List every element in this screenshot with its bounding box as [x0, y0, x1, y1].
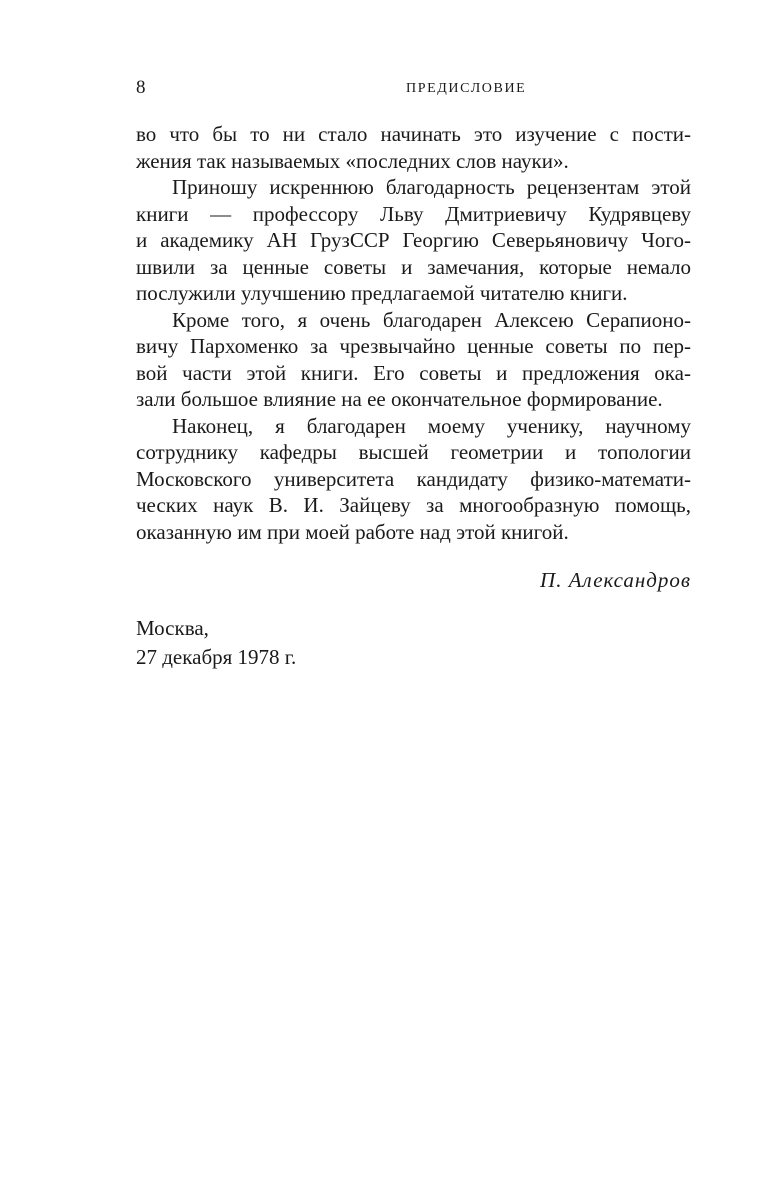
page-number: 8 — [136, 77, 146, 98]
place: Москва, — [136, 616, 209, 640]
text-line: послужили улучшению предлагаемой читателю книги. — [136, 281, 628, 305]
text-line: жения так называемых «последних слов науки». — [136, 148, 569, 173]
running-title: ПРЕДИСЛОВИЕ — [406, 81, 527, 96]
text-line: вой части этой книги. Его советы и предложения ока- — [136, 360, 691, 385]
text-line: швили за ценные советы и замечания, которые немало — [136, 254, 691, 279]
text-line: оказанную им при моей работе над этой книгой. — [136, 519, 569, 544]
text-line: во что бы то ни стало начинать это изучение с пости- — [136, 122, 691, 146]
text-line: зали большое влияние на ее окончательное формирование. — [136, 387, 663, 411]
text-line: вичу Пархоменко за чрезвычайно ценные советы по пер- — [136, 334, 691, 358]
date: 27 декабря 1978 г. — [136, 645, 297, 669]
text-line: книги — профессору Льву Дмитриевичу Кудрявцеву — [136, 201, 691, 226]
text-line: Московского университета кандидату физико-математи- — [136, 466, 691, 491]
text-line: Наконец, я благодарен моему ученику, научному — [172, 413, 691, 438]
text-line: сотруднику кафедры высшей геометрии и топологии — [136, 440, 691, 464]
text-line: Приношу искреннюю благодарность рецензентам этой — [172, 175, 691, 199]
preface-text — [136, 121, 691, 545]
place-and-date — [136, 614, 296, 672]
text-line: ческих наук В. И. Зайцеву за многообразную помощь, — [136, 493, 691, 517]
text-line: и академику АН ГрузССР Георгию Северьяновичу Чого- — [136, 228, 691, 252]
author-signature: П. Александров — [540, 568, 691, 592]
text-line: Кроме того, я очень благодарен Алексею Серапионо- — [172, 307, 691, 332]
